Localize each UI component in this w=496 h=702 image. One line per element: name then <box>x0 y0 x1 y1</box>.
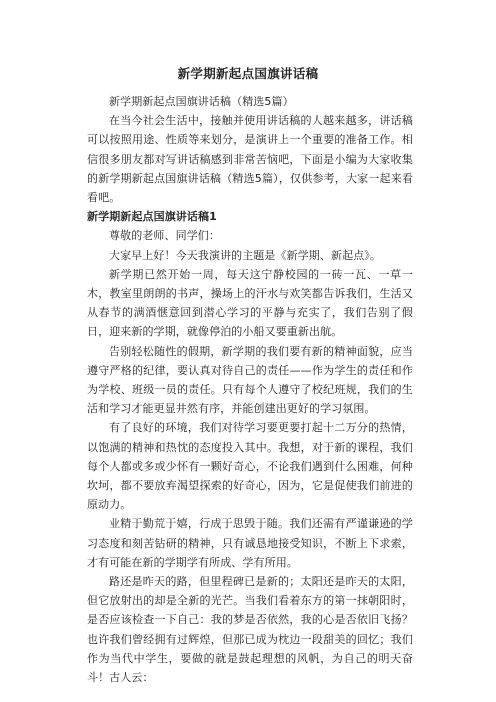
paragraph: 新学期已然开始一周，每天这宁静校园的一砖一瓦、一草一木，教室里朗朗的书声，操场上的汗水与欢笑都告诉我们，生活又从春节的满酒惬意回到潜心学习的平静与充实了，我们告别了假日，迎来新的学期，就像停泊的小船又要重新出航。 <box>87 267 413 339</box>
paragraph: 尊敬的老师、同学们： <box>109 229 220 243</box>
section-heading: 新学期新起点国旗讲话稿1 <box>87 210 217 224</box>
paragraph: 新学期新起点国旗讲话稿（精选5篇） <box>109 95 294 108</box>
document-body <box>87 92 413 687</box>
paragraph: 告别轻松随性的假期，新学期的我们要有新的精神面貌，应当遵守严格的纪律，要认真对待自己的责任——作为学生的责任和作为学校、班级一员的责任。只有每个人遵守了校纪班规，我们的生活和学习才能更显井然有序，并能创建出更好的学习氛围。 <box>87 344 413 416</box>
paragraph: 路还是昨天的路，但里程碑已是新的；太阳还是昨天的太阳，但它放射出的却是全新的光芒。当我们看着东方的第一抹朝阳时，是否应该检查一下自己：我的梦是否依然，我的心是否依旧飞扬？也许我们曾经拥有过辉煌，但那已成为枕边一段甜美的回忆；我们作为当代中学生，要做的就是鼓起理想的风帆，为自己的明天奋斗！古人云： <box>87 575 413 685</box>
paragraph: 业精于勤荒于嬉，行成于思毁于随。我们还需有严谨谦逊的学习态度和刻苦钻研的精神，只有诚恳地接受知识，不断上下求索，才有可能在新的学期学有所成、学有所用。 <box>87 517 413 569</box>
paragraph: 有了良好的环境，我们对待学习要更要打起十二万分的热情，以饱满的精神和热忱的态度投入其中。我想，对于新的课程，我们每个人都或多或少怀有一颗好奇心，不论我们遇到什么困难，何种坎坷，都不要放弃渴望探索的好奇心，因为，它是促使我们前进的原动力。 <box>87 421 413 512</box>
paragraph: 大家早上好！今天我演讲的主题是《新学期、新起点》。 <box>109 248 381 262</box>
document-title: 新学期新起点国旗讲话稿 <box>177 66 319 81</box>
paragraph: 在当今社会生活中，接触并使用讲话稿的人越来越多，讲话稿可以按照用途、性质等来划分，是演讲上一个重要的准备工作。相信很多朋友都对写讲话稿感到非常苦恼吧，下面是小编为大家收集的新学期新起点国旗讲话稿（精选5篇），仅供参考，大家一起来看看吧。 <box>87 114 413 205</box>
